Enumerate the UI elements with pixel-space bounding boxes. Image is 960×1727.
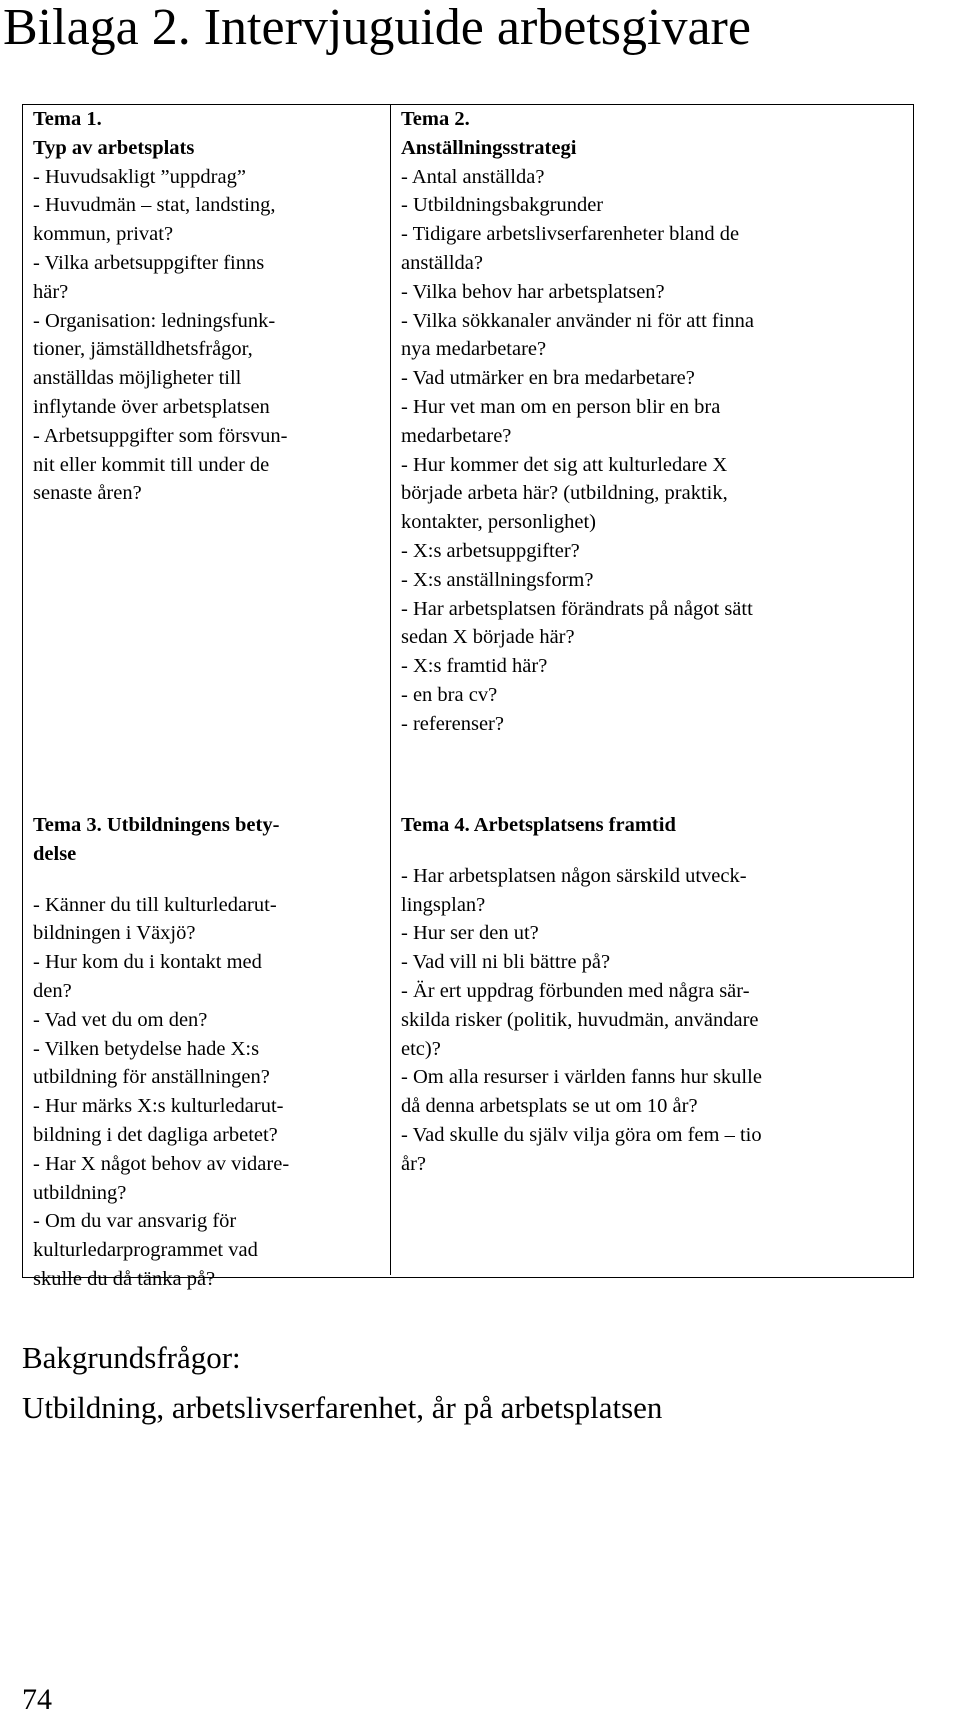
question-line: - Arbetsuppgifter som försvun-: [33, 424, 288, 447]
page-title: Bilaga 2. Intervjuguide arbetsgivare: [3, 0, 751, 56]
page-number: 74: [22, 1683, 52, 1716]
spacer: [401, 840, 903, 862]
theme-subtitle: Anställningsstrategi: [401, 136, 577, 159]
theme-2-cell: [391, 105, 913, 797]
question-line: anställda?: [401, 251, 483, 274]
question-line: lingsplan?: [401, 893, 486, 916]
question-list: [33, 163, 380, 509]
question-line: - Tidigare arbetslivserfarenheter bland de: [401, 223, 740, 246]
question-line: - Hur kommer det sig att kulturledare X: [401, 453, 728, 476]
question-line: utbildning?: [33, 1181, 127, 1204]
question-list: [401, 862, 903, 1179]
theme-heading: [401, 105, 903, 163]
question-line: - Huvudsakligt ”uppdrag”: [33, 165, 246, 188]
question-line: bildningen i Växjö?: [33, 922, 196, 945]
theme-heading: [33, 105, 380, 163]
question-line: anställdas möjligheter till: [33, 367, 242, 390]
question-line: - Känner du till kulturledarut-: [33, 893, 277, 916]
interview-guide-table: [22, 104, 914, 1290]
question-line: - Utbildningsbakgrunder: [401, 194, 604, 217]
question-line: - Hur ser den ut?: [401, 922, 539, 945]
question-line: år?: [401, 1152, 427, 1175]
spacer: [33, 869, 380, 891]
question-line: - Hur kom du i kontakt med: [33, 951, 262, 974]
question-line: skulle du då tänka på?: [33, 1267, 216, 1290]
question-line: - Har arbetsplatsen någon särskild utveck-: [401, 864, 747, 887]
theme-heading: [401, 811, 903, 840]
question-line: - Hur vet man om en person blir en bra: [401, 395, 721, 418]
question-line: etc)?: [401, 1037, 441, 1060]
question-line: skilda risker (politik, huvudmän, användare: [401, 1008, 759, 1031]
question-line: - Vilka behov har arbetsplatsen?: [401, 280, 665, 303]
theme-subtitle: delse: [33, 842, 77, 865]
question-list: [33, 891, 380, 1294]
question-line: inflytande över arbetsplatsen: [33, 395, 270, 418]
theme-title: Tema 2.: [401, 108, 470, 130]
question-line: bildning i det dagliga arbetet?: [33, 1123, 278, 1146]
question-line: nit eller kommit till under de: [33, 453, 270, 476]
question-line: - Organisation: ledningsfunk-: [33, 309, 276, 332]
question-line: - Vad skulle du själv vilja göra om fem – tio: [401, 1123, 762, 1146]
question-line: - X:s anställningsform?: [401, 568, 594, 591]
question-line: - Om alla resurser i världen fanns hur skulle: [401, 1066, 762, 1089]
question-line: den?: [33, 979, 72, 1002]
question-line: utbildning för anställningen?: [33, 1066, 270, 1089]
question-line: medarbetare?: [401, 424, 512, 447]
question-line: senaste åren?: [33, 482, 142, 505]
question-line: - Om du var ansvarig för: [33, 1210, 237, 1233]
question-line: - Hur märks X:s kulturledarut-: [33, 1095, 284, 1118]
question-line: här?: [33, 280, 69, 303]
question-line: - en bra cv?: [401, 683, 498, 706]
question-line: - Vad vet du om den?: [33, 1008, 208, 1031]
theme-3-cell: [23, 797, 391, 1290]
question-line: - X:s framtid här?: [401, 655, 548, 678]
question-line: - Är ert uppdrag förbunden med några sär-: [401, 979, 750, 1002]
question-line: - Vilka sökkanaler använder ni för att finna: [401, 309, 755, 332]
question-line: började arbeta här? (utbildning, praktik,: [401, 482, 728, 505]
question-line: sedan X började här?: [401, 626, 575, 649]
question-line: tioner, jämställdhetsfrågor,: [33, 338, 253, 361]
question-line: - Har X något behov av vidare-: [33, 1152, 290, 1175]
question-line: nya medarbetare?: [401, 338, 547, 361]
question-line: kommun, privat?: [33, 223, 174, 246]
theme-4-cell: [391, 797, 913, 1275]
question-line: - X:s arbetsuppgifter?: [401, 539, 580, 562]
question-line: - Vilka arbetsuppgifter finns: [33, 251, 265, 274]
theme-title: Tema 1.: [33, 108, 102, 130]
question-line: - Huvudmän – stat, landsting,: [33, 194, 276, 217]
question-line: - Vad utmärker en bra medarbetare?: [401, 367, 695, 390]
question-line: kulturledarprogrammet vad: [33, 1239, 258, 1262]
background-questions-label: Bakgrundsfrågor:: [22, 1340, 241, 1375]
question-line: - Vad vill ni bli bättre på?: [401, 951, 611, 974]
theme-heading: [33, 811, 380, 869]
theme-subtitle: Typ av arbetsplats: [33, 136, 195, 159]
theme-1-cell: [23, 105, 391, 797]
question-line: - referenser?: [401, 712, 504, 735]
theme-title: Tema 4. Arbetsplatsens framtid: [401, 814, 676, 836]
question-list: [401, 163, 903, 739]
question-line: - Vilken betydelse hade X:s: [33, 1037, 260, 1060]
question-line: då denna arbetsplats se ut om 10 år?: [401, 1095, 698, 1118]
theme-title: Tema 3. Utbildningens bety-: [33, 814, 280, 836]
question-line: kontakter, personlighet): [401, 511, 597, 534]
background-questions-text: Utbildning, arbetslivserfarenhet, år på arbetsplatsen: [22, 1390, 663, 1425]
question-line: - Antal anställda?: [401, 165, 545, 188]
question-line: - Har arbetsplatsen förändrats på något sätt: [401, 597, 753, 620]
